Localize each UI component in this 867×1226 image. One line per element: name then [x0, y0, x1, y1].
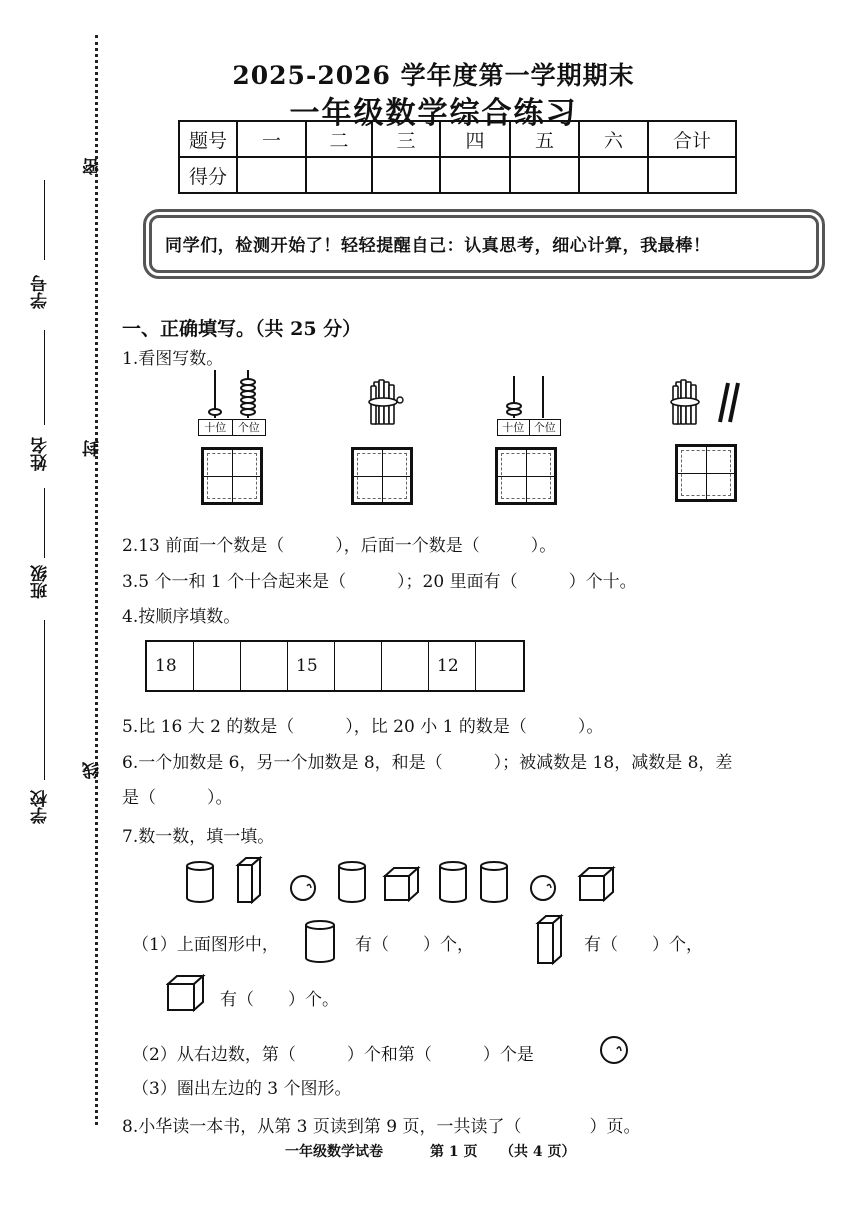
answer-grid-3[interactable]: [495, 447, 557, 505]
abacus-icon: [497, 376, 567, 420]
cube-icon: [166, 973, 206, 1013]
seal-char-mi: 密: [83, 158, 103, 175]
class-line[interactable]: [44, 488, 45, 558]
question-7-sub-2: （2）从右边数，第（ ）个和第（ ）个是: [132, 1045, 534, 1065]
score-table-header-row: [179, 121, 736, 157]
score-cell[interactable]: [648, 157, 736, 193]
score-cell[interactable]: [440, 157, 510, 193]
cuboid-icon: [238, 858, 260, 902]
score-cell[interactable]: [237, 157, 306, 193]
sequence-cell[interactable]: [476, 642, 523, 690]
question-7-sub-3: （3）圈出左边的 3 个图形。: [132, 1079, 352, 1099]
ones-label: 个位: [529, 420, 561, 435]
cylinder-icon: [440, 862, 466, 902]
footer-total-pages: （共 4 页）: [500, 1144, 576, 1160]
answer-grid-4[interactable]: [675, 444, 737, 502]
cylinder-icon: [339, 862, 365, 902]
sphere-icon: [598, 1034, 632, 1066]
school-line[interactable]: [44, 620, 45, 780]
cylinder-icon: [187, 862, 213, 902]
score-header-cell: 六: [579, 121, 648, 157]
question-2: 2.13 前面一个数是（ ），后面一个数是（ ）。: [122, 536, 557, 556]
score-cell[interactable]: [372, 157, 440, 193]
shape-row: [180, 856, 630, 906]
sequence-boxes: [145, 640, 525, 692]
place-value-label: [497, 419, 561, 436]
stick-bundle-icon: [362, 378, 412, 428]
score-row-label: 得分: [179, 157, 237, 193]
score-header-cell: 一: [237, 121, 306, 157]
name-line[interactable]: [44, 330, 45, 425]
question-6-line-2: 是（ ）。: [122, 788, 233, 808]
sequence-cell[interactable]: [194, 642, 241, 690]
question-3: 3.5 个一和 1 个十合起来是（ ）；20 里面有（ ）个十。: [122, 572, 637, 592]
score-header-cell: 题号: [179, 121, 237, 157]
answer-grid-2[interactable]: [351, 447, 413, 505]
score-header-cell: 四: [440, 121, 510, 157]
cube-icon: [385, 868, 418, 900]
answer-grid-1[interactable]: [201, 447, 263, 505]
tens-label: 十位: [204, 421, 227, 434]
school-label: 学校: [31, 790, 51, 824]
footer-subject: 一年级数学试卷: [285, 1144, 383, 1160]
score-cell[interactable]: [579, 157, 648, 193]
cylinder-icon: [300, 916, 340, 966]
exam-title-year: 2025-2026 学年度第一学期期末: [232, 61, 635, 90]
score-header-cell: 三: [372, 121, 440, 157]
question-8: 8.小华读一本书，从第 3 页读到第 9 页，一共读了（ ）页。: [122, 1117, 641, 1137]
score-header-cell: 五: [510, 121, 579, 157]
score-header-cell: 二: [306, 121, 372, 157]
section-1-title: 一、正确填写。（共 25 分）: [122, 318, 362, 340]
score-header-cell: 合计: [648, 121, 736, 157]
question-6-line-1: 6.一个加数是 6，另一个加数是 8，和是（ ）；被减数是 18，减数是 8，差: [122, 753, 733, 773]
seal-char-xian: 线: [83, 762, 103, 779]
sequence-cell[interactable]: [382, 642, 429, 690]
footer-page: 第 1 页: [430, 1144, 478, 1160]
ones-label: 个位: [232, 420, 266, 435]
seal-char-feng: 封: [83, 440, 103, 457]
sequence-cell: 12: [429, 642, 476, 690]
cube-icon: [580, 868, 613, 900]
question-5: 5.比 16 大 2 的数是（ ），比 20 小 1 的数是（ ）。: [122, 717, 604, 737]
sequence-cell[interactable]: [241, 642, 288, 690]
cylinder-icon: [481, 862, 507, 902]
question-7-sub-1-cylinder: 有（ ）个，: [355, 935, 474, 955]
student-id-line[interactable]: [44, 180, 45, 260]
question-1: 1.看图写数。: [122, 349, 224, 369]
class-label: 班级: [31, 565, 51, 599]
seal-dotted-line: [95, 35, 98, 1125]
question-7-sub-1-cube: 有（ ）个。: [220, 990, 339, 1010]
student-id-label: 学号: [31, 275, 51, 309]
question-7-sub-1-cuboid: 有（ ）个，: [584, 935, 703, 955]
score-cell[interactable]: [306, 157, 372, 193]
cuboid-icon: [535, 914, 565, 966]
sequence-cell: 18: [147, 642, 194, 690]
question-4: 4.按顺序填数。: [122, 607, 241, 627]
sequence-cell: 15: [288, 642, 335, 690]
stick-bundle-and-sticks-icon: [668, 378, 748, 428]
score-table-score-row: [179, 157, 736, 193]
sphere-icon: [291, 876, 315, 900]
question-7: 7.数一数，填一填。: [122, 827, 275, 847]
question-7-sub-1-prefix: （1）上面图形中，: [132, 935, 279, 955]
abacus-icon: [198, 370, 268, 420]
score-cell[interactable]: [510, 157, 579, 193]
place-value-label: [198, 419, 266, 436]
reminder-text: 同学们，检测开始了！轻轻提醒自己：认真思考，细心计算，我最棒！: [165, 236, 711, 256]
name-label: 姓名: [31, 437, 51, 471]
sphere-icon: [531, 876, 555, 900]
sequence-cell[interactable]: [335, 642, 382, 690]
score-table: [178, 120, 737, 194]
exam-title-subject: 一年级数学综合练习: [289, 96, 578, 131]
tens-label: 十位: [502, 421, 525, 434]
